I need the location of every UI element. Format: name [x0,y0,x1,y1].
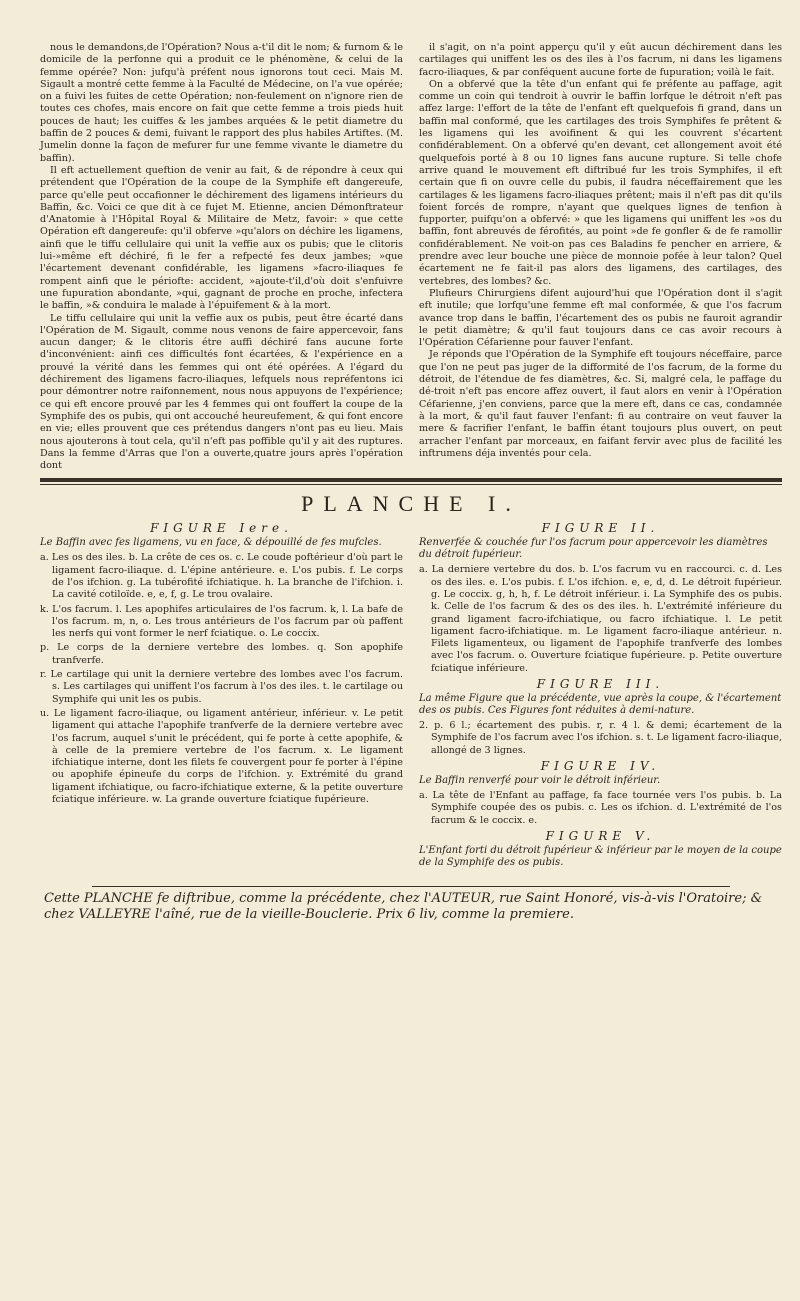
plate-title: PLANCHE I. [301,491,521,517]
divider-thick [40,478,782,482]
paragraph: On a obfervé que la tête d'un enfant qui fe préfente au paffage, agit comme un coin qui tendroit à ouvrir le baffin lorfque le détroit n'eft pas affez large: l'effort de la tête de l'enfant eft quelquefois fi grand, dans un baffin mal conformé, que les cartilages des trois Symphifes fe prêtent & les ligamens qui les avoifinent & qui les couvrent s'écartent confidérablement. On a obfervé qu'en devant, cet allongement avoit été quelquefois porté à 8 ou 10 lignes fans aucune rupture. Si telle chofe arrive quand le mouvement eft diftribué fur les trois Symphifes, il eft certain que fi on ouvre celle du pubis, il faudra néceffairement que les cartilages & les ligamens facro-iliaques prêtent; mais il n'eft pas dit qu'ils foient forcés de rompre, n'ayant que quelques lignes de tenfion à fupporter, puifqu'on a obfervé: » que les ligamens qui uniffent les »os du baffin, font abreuvés de férofités, au point »de fe gonfler & de fe ramollir confidérablement. Ne voit-on pas ces Baladins fe pencher en arriere, & prendre avec leur bouche une pièce de monnoie pofée à leur talon? Quel écartement ne fe fait-il pas alors des ligamens, des cartilages, des vertebres, des lombes? &c. [419,78,782,287]
divider-thin [40,484,782,485]
footer-notice: Cette PLANCHE fe diftribue, comme la précédente, chez l'AUTEUR, rue Saint Honoré, vis-à-vis l'Oratoire; & chez VALLEYRE l'aîné, rue de la vieille-Bouclerie. Prix 6 liv, comme la premiere. [44,890,763,922]
document-page [40,42,782,923]
figure-5-subtitle: L'Enfant forti du détroit fupérieur & inférieur par le moyen de la coupe de la Symphife des os pubis. [419,844,782,868]
legend-right-column [419,519,782,871]
legend-item: r. Le cartilage qui unit la derniere vertebre des lombes avec l'os facrum. s. Les cartilages qui uniffent l'os facrum à l'os des iles. t. le cartilage ou Symphife qui unit les os pubis. [40,669,403,705]
essay-columns [40,42,782,472]
legend-item: a. Les os des iles. b. La crête de ces os. c. Le coude poftérieur d'où part le ligament facro-iliaque. d. L'épine antérieure. e. L'os pubis. f. Le corps de l'os ifchion. g. La tubérofité ifchiatique. h. La branche de l'ifchion. i. La cavité cotiloïde. e, e, f, g. Le trou ovalaire. [40,552,403,601]
legend-left-column [40,519,403,871]
legend-item: a. La tête de l'Enfant au paffage, fa face tournée vers l'os pubis. b. La Symphife coupée des os pubis. c. Les os ifchion. d. L'extrémité de l'os facrum & le coccix. e. [419,789,782,826]
paragraph: il s'agit, on n'a point apperçu qu'il y eût aucun déchirement dans les cartilages qui uniffent les os des iles à l'os facrum, ni dans les ligamens facro-iliaques, & par conféquent aucune forte de fupuration; voilà le fait. [419,42,782,78]
legend-item: p. Le corps de la derniere vertebre des lombes. q. Son apophife tranfverfe. [40,642,403,666]
figure-1-subtitle: Le Baffin avec fes ligamens, vu en face, & dépouillé de fes mufcles. [40,537,382,549]
legend-item: u. Le ligament facro-iliaque, ou ligament antérieur, inférieur. v. Le petit ligament qui attache l'apophife tranfverfe de la derniere vertebre avec l'os facrum, auquel s'unit le précédent, qui fe porte à cette apophife, & à celle de la premiere vertebre de l'os facrum. x. Le ligament ifchiatique interne, dont les filets fe couvergent pour fe porter à l'épine ou apophife épineufe du corps de l'ifchion. y. Extrémité du grand ligament ifchiatique, ou facro-ifchiatique externe, & la petite ouverture fciatique inférieure. w. La grande ouverture fciatique fupérieure. [40,707,403,806]
legend-item: k. L'os facrum. l. Les apophifes articulaires de l'os facrum. k, l. La bafe de l'os facrum. m, n, o. Les trous antérieurs de l'os facrum par où paffent les nerfs qui vont former le nerf fciatique. o. Le coccix. [40,603,403,640]
paragraph: Plufieurs Chirurgiens difent aujourd'hui que l'Opération dont il s'agit eft inutile; que lorfqu'une femme eft mal conformée, & que l'os facrum avance trop dans le baffin, l'écartement des os pubis ne fauroit agrandir le petit diamètre; & qu'il faut toujours dans ce cas avoir recours à l'Opération Céfarienne pour fauver l'enfant. [419,287,782,349]
essay-right-column [419,42,782,472]
paragraph: Il eft actuellement queftion de venir au fait, & de répondre à ceux qui prétendent que l'Opération de la coupe de la Symphife eft dangereufe, parce qu'elle peut occafionner le déchirement des ligamens intérieurs du Baffin, &c. Voici ce que dit à ce fujet M. Etienne, ancien Démonftrateur d'Anatomie à l'Hôpital Royal & Militaire de Metz, favoir: » que cette Opération eft dangereufe: qu'il obferve »qu'alors on déchire les ligamens, ainfi que le tiffu cellulaire qui unit la veffie aux os pubis; que le clitoris lui-»même eft déchiré, fi le fer a refpecté fes deux jambes; »que l'écartement devenant confidérable, les ligamens »facro-iliaques fe rompent ainfi que le périofte: accident, »ajoute-t'il,d'où doit s'enfuivre une fupuration abondante, »qui, gagnant de proche en proche, infectera le baffin, »& conduira le malade à l'épuifement & à la mort. [40,164,403,312]
paragraph: Le tiffu cellulaire qui unit la veffie aux os pubis, peut être écarté dans l'Opération de M. Sigault, comme nous venons de faire appercevoir, fans aucun danger; & le clitoris étre auffi déchiré fans aucune forte d'inconvénient: ainfi ces difficultés font écartées, & l'expérience en a prouvé la vérité dans les femmes qui ont été opérées. A l'égard du déchirement des ligamens facro-iliaques, lefquels nous repréfentons ici pour démontrer notre raifonnement, nous nous appuyons de l'expérience; ce qui eft encore prouvé par les 4 femmes qui ont fouffert la coupe de la Symphife des os pubis, qui ont accouché heureufement, & qui font encore en vie; elles prouvent que ces prétendus dangers n'ont pas eu lieu. Mais nous ajouterons à tout cela, qu'il n'eft pas poffible qu'il y ait des ruptures. Dans la femme d'Arras que l'on a ouverte,quatre jours après l'opération dont [40,312,403,472]
essay-left-column [40,42,403,472]
footer-divider [92,886,730,887]
figure-4-heading: FIGURE IV. [540,758,661,773]
figure-2-subtitle: Renverfée & couchée fur l'os facrum pour appercevoir les diamètres du détroit fupérieur. [419,537,768,561]
figure-2-heading: FIGURE II. [541,521,660,536]
figure-4-subtitle: Le Baffin renverfé pour voir le détroit inférieur. [419,774,661,786]
paragraph: nous le demandons,de l'Opération? Nous a-t'il dit le nom; & furnom & le domicile de la perfonne qui a produit ce le phénomène, & celui de la femme opérée? Non: jufqu'à préfent nous ignorons tout ceci. Mais M. Sigault a montré cette femme à la Faculté de Médecine, on l'a vue opérée; on a fuivi les fuites de cette Opération; non-feulement on n'ignore rien de toutes ces chofes, mais encore on fait que cette femme a trois pieds huit pouces de haut; les cuiffes & les jambes arquées & le petit diametre du baffin de 2 pouces & demi, fuivant le rapport des plus habiles Artiftes. (M. Jumelin donne la façon de mefurer fur une femme vivante le diametre du baffin). [40,42,403,164]
figure-legend-columns [40,519,782,871]
legend-item: 2. p. 6 l.; écartement des pubis. r, r. 4 l. & demi; écartement de la Symphife de l'os facrum avec l'os ifchion. s. t. Le ligament facro-iliaque, allongé de 3 lignes. [419,720,782,756]
paragraph: Je réponds que l'Opération de la Symphife eft toujours néceffaire, parce que l'on ne peut pas juger de la difformité de l'os facrum, de la forme du détroit, de l'étendue de fes diamètres, &c. Si, malgré cela, le paffage du dé-troit n'eft pas encore affez ouvert, il faut alors en venir à l'Opération Céfarienne, j'en conviens, parce que la mere eft, dans ce cas, condamnée à la mort, & qu'il faut fauver l'enfant: fi au contraire on veut fauver la mere & facrifier l'enfant, le baffin étant toujours plus ouvert, on peut arracher l'enfant par morceaux, en faifant fervir avec plus de facilité les inftrumens déja inventés pour cela. [419,349,782,459]
figure-1-heading: FIGURE Iere. [150,521,293,536]
legend-item: a. La derniere vertebre du dos. b. L'os facrum vu en raccourci. c. d. Les os des iles. e. L'os pubis. f. L'os ifchion. e, e, d, d. Le détroit fupérieur. g. Le coccix. g, h, h, f. Le détroit inférieur. i. La Symphife des os pubis. k. Celle de l'os facrum & des os des iles. h. L'extrémité inférieure du grand ligament facro-ifchiatique, ou facro ifchiatique. l. Le petit ligament facro-ifchiatique. m. Le ligament facro-iliaque antérieur. n. Filets ligamenteux, ou ligament de l'apophife tranfverfe des lombes avec l'os facrum. o. Ouverture fciatique fupérieure. p. Petite ouverture fciatique inférieure. [419,564,782,674]
figure-3-subtitle: La même Figure que la précédente, vue après la coupe, & l'écartement des os pubis. Ces Figures font réduites à demi-nature. [419,693,782,717]
figure-5-heading: FIGURE V. [545,828,656,843]
figure-3-heading: FIGURE III. [536,677,665,692]
